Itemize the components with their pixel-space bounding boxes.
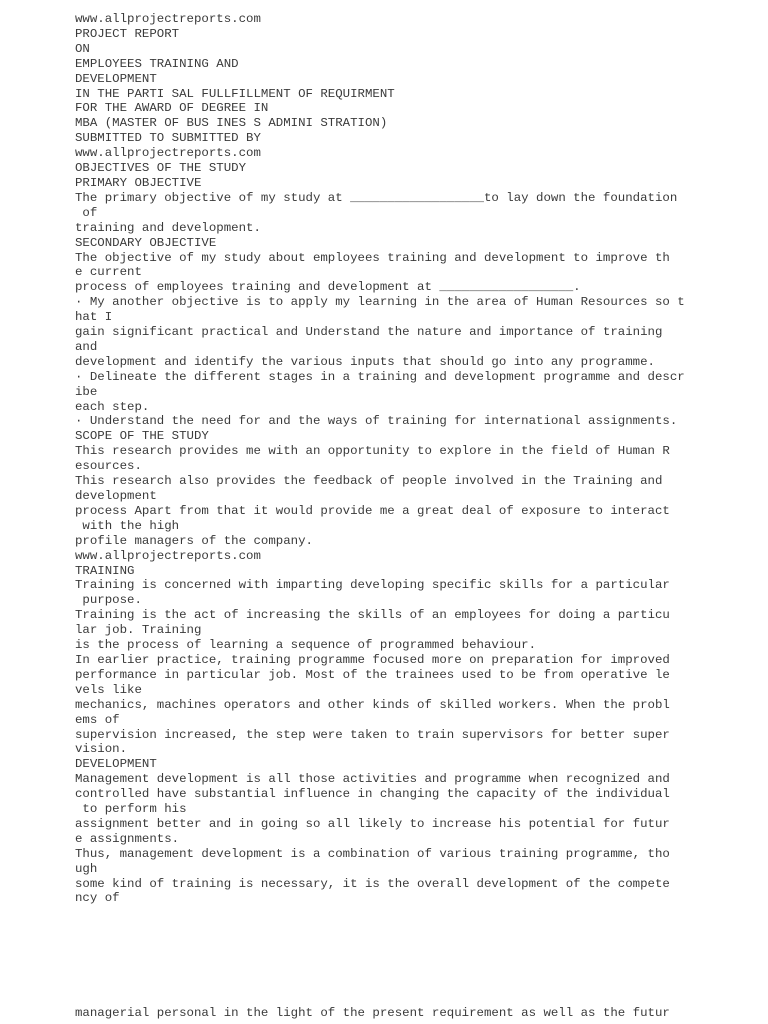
document-line: ON [75,41,90,56]
document-line: with the high [75,518,180,533]
document-line: Management development is all those activities and programme when recognized and [75,772,670,787]
document-line: · Understand the need for and the ways of training for international assignments. [75,414,678,429]
document-line: is the process of learning a sequence of programmed behaviour. [75,638,537,653]
document-line: gain significant practical and Understand the nature and importance of training [75,325,663,340]
document-line: The objective of my study about employees training and development to improve th [75,250,670,265]
document-line: · Delineate the different stages in a training and development programme and descr [75,369,685,384]
document-line: assignment better and in going so all likely to increase his potential for futur [75,816,670,831]
document-line: ems of [75,712,120,727]
document-line: Training is concerned with imparting developing specific skills for a particular [75,578,670,593]
document-line: e current [75,265,142,280]
document-line: SECONDARY OBJECTIVE [75,235,217,250]
document-line: some kind of training is necessary, it is the overall development of the compete [75,876,670,891]
document-line: DEVELOPMENT [75,757,157,772]
document-line: TRAINING [75,563,135,578]
document-line: IN THE PARTI SAL FULLFILLMENT OF REQUIRMENT [75,86,395,101]
document-line: ibe [75,384,98,399]
document-line: This research provides me with an opportunity to explore in the field of Human R [75,444,670,459]
document-line: and [75,339,98,354]
document-line: to perform his [75,802,187,817]
document-line: EMPLOYEES TRAINING AND [75,56,239,71]
document-line: purpose. [75,593,142,608]
document-line: · My another objective is to apply my learning in the area of Human Resources so t [75,295,685,310]
document-line: MBA (MASTER OF BUS INES S ADMINI STRATION) [75,116,388,131]
document-line: e assignments. [75,831,180,846]
document-line: SUBMITTED TO SUBMITTED BY [75,131,261,146]
document-line: PRIMARY OBJECTIVE [75,175,202,190]
document-line: training and development. [75,220,261,235]
document-line: vels like [75,682,142,697]
document-line: Training is the act of increasing the skills of an employees for doing a particu [75,608,670,623]
document-line: process of employees training and development at __________________. [75,280,581,295]
document-line: In earlier practice, training programme focused more on preparation for improved [75,652,670,667]
document-text [75,12,755,906]
document-line: hat I [75,310,113,325]
document-line-continued: managerial personal in the light of the present requirement as well as the futur [75,1006,670,1020]
document-line: esources. [75,459,142,474]
document-line: development and identify the various inputs that should go into any programme. [75,354,655,369]
document-line: SCOPE OF THE STUDY [75,429,209,444]
document-line: DEVELOPMENT [75,71,157,86]
document-line: controlled have substantial influence in changing the capacity of the individual [75,787,670,802]
document-line: of [75,205,98,220]
document-line: development [75,489,157,503]
document-line: www.allprojectreports.com [75,12,261,26]
document-line: mechanics, machines operators and other kinds of skilled workers. When the probl [75,697,670,712]
document-line: This research also provides the feedback of people involved in the Training and [75,474,663,489]
document-line: OBJECTIVES OF THE STUDY [75,161,247,176]
document-line: Thus, management development is a combination of various training programme, tho [75,846,670,861]
document-line: PROJECT REPORT [75,26,180,41]
document-line: process Apart from that it would provide me a great deal of exposure to interact [75,503,670,518]
document-line: performance in particular job. Most of the trainees used to be from operative le [75,667,670,682]
document-line: each step. [75,399,150,414]
document-line: vision. [75,742,128,757]
document-line: lar job. Training [75,623,202,638]
document-line: www.allprojectreports.com [75,146,261,161]
document-line: www.allprojectreports.com [75,548,261,563]
document-line: ncy of [75,891,120,906]
document-line: supervision increased, the step were taken to train supervisors for better super [75,727,670,742]
document-line: The primary objective of my study at __________________to lay down the foundation [75,190,678,205]
document-line: FOR THE AWARD OF DEGREE IN [75,101,269,116]
document-line: profile managers of the company. [75,533,313,548]
document-line: ugh [75,861,98,876]
